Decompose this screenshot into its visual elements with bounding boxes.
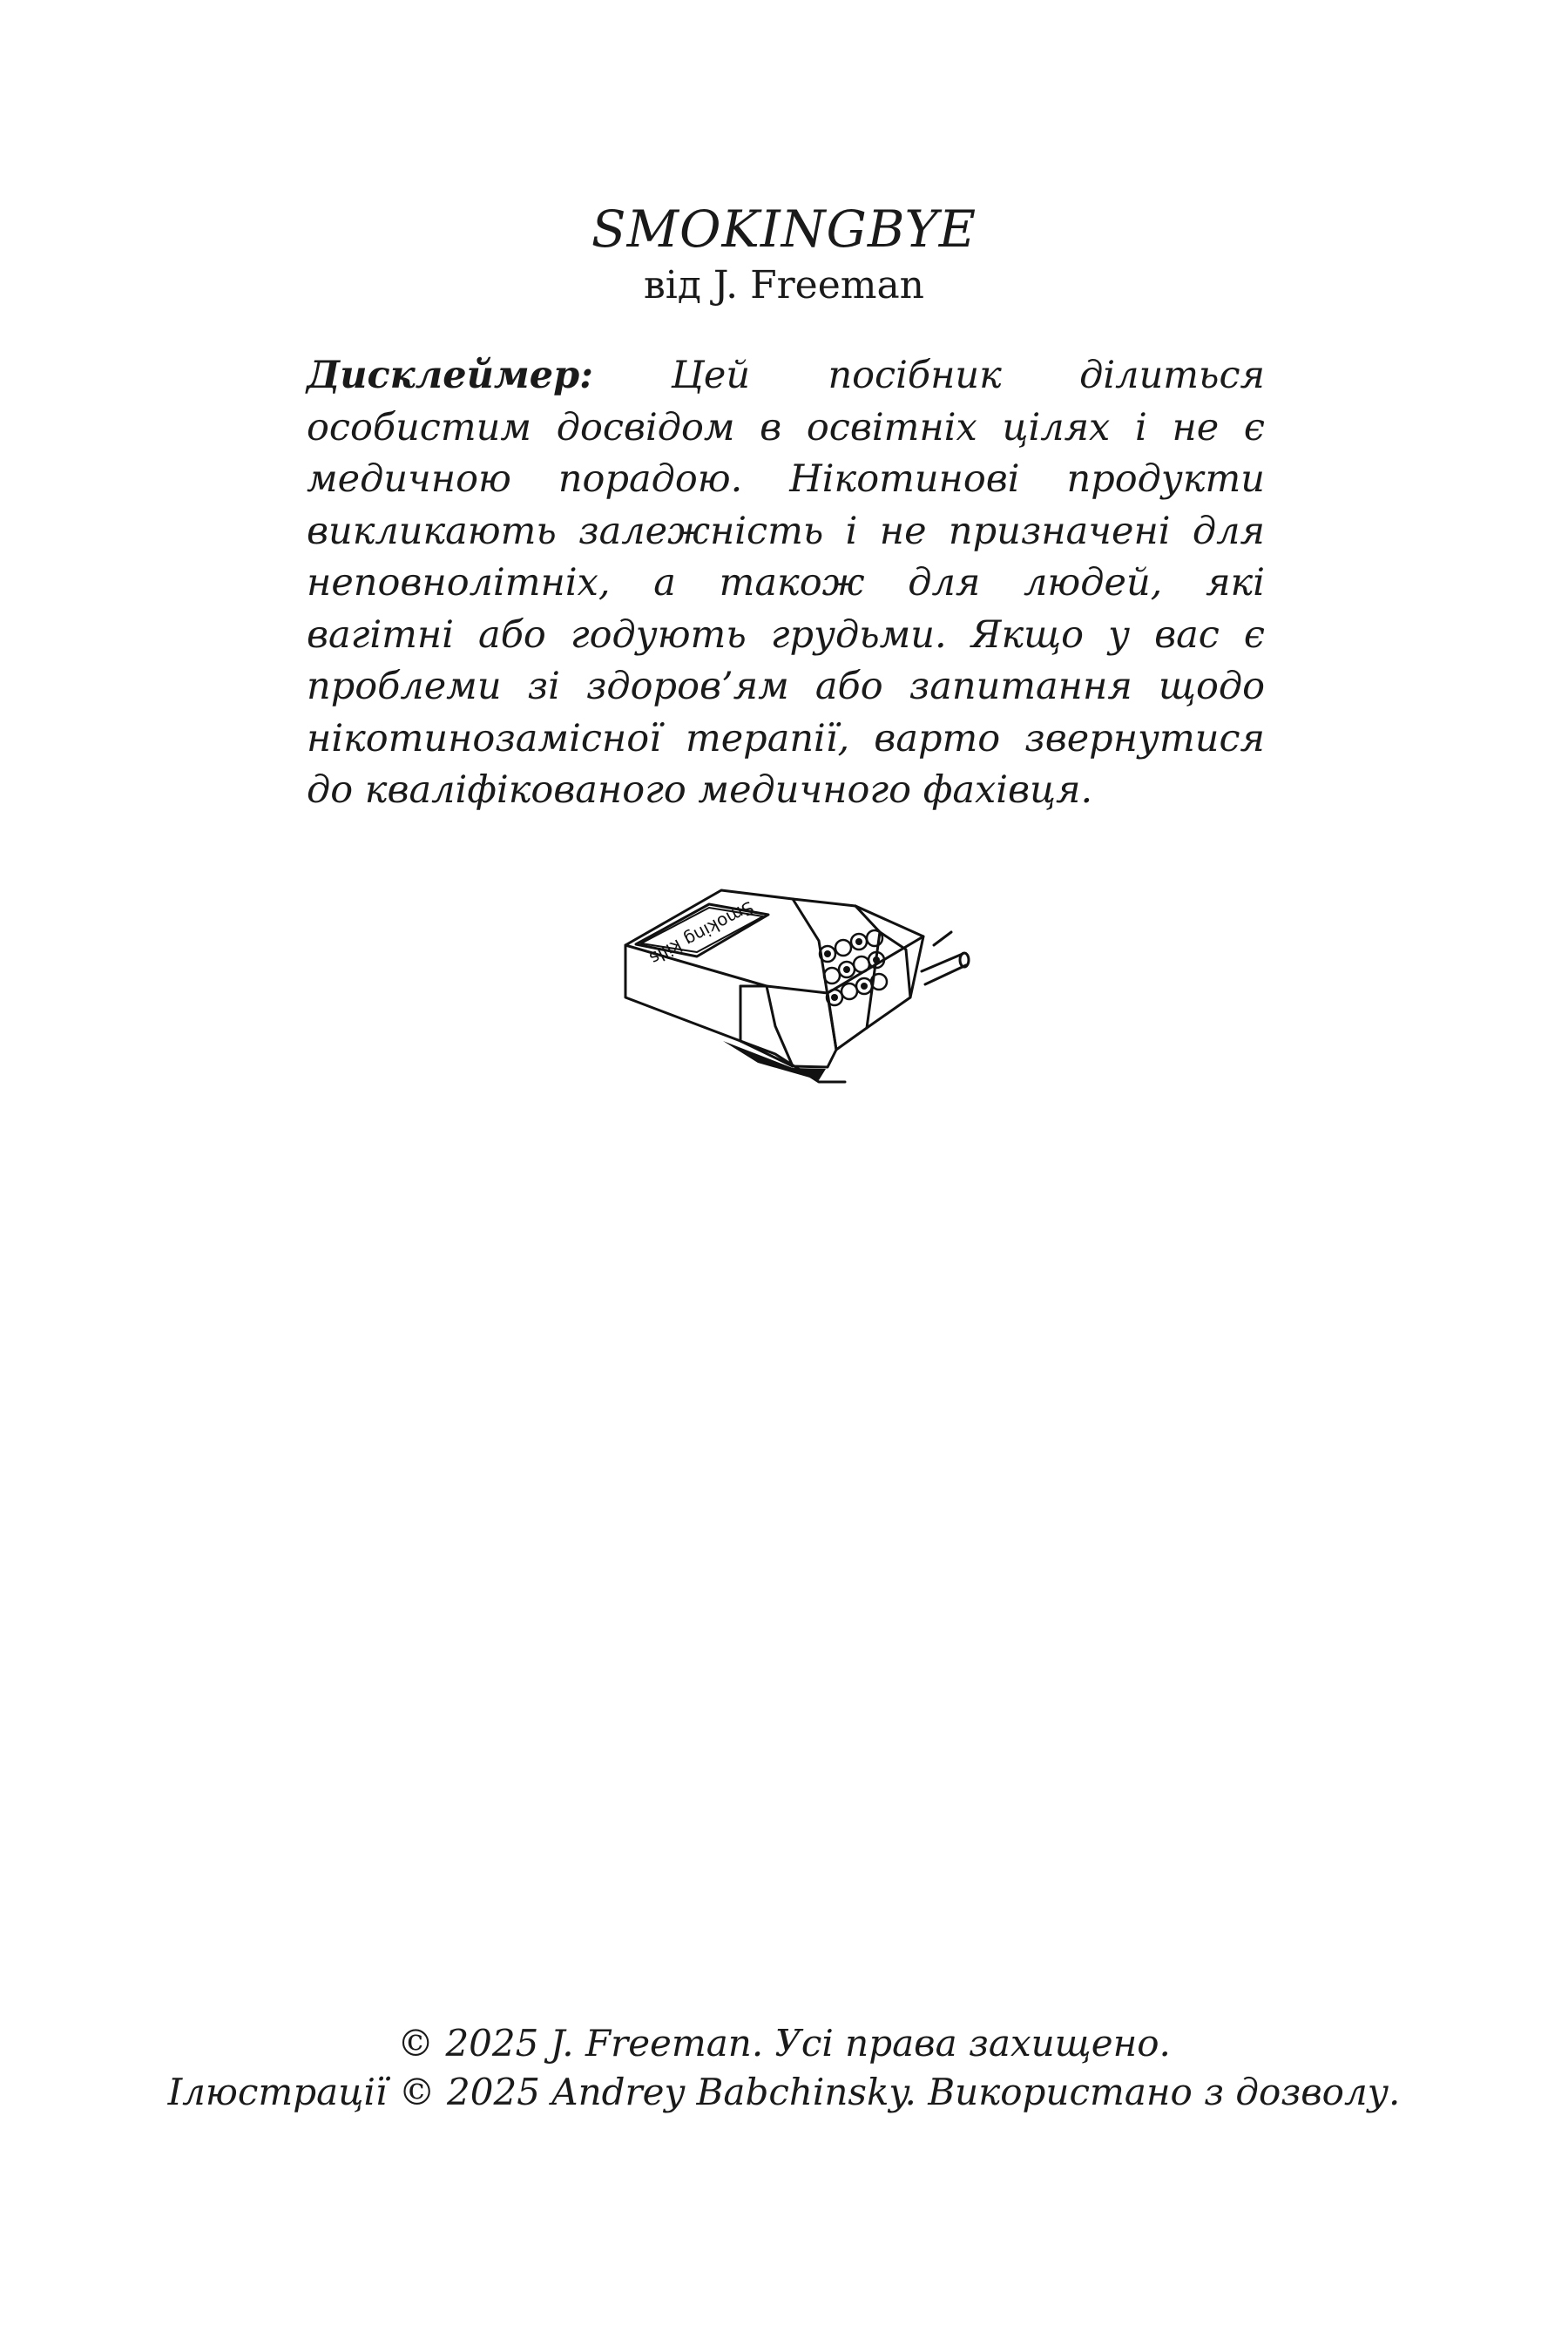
illustrations-credit-line: Ілюстрації © 2025 Andrey Babchinsky. Використано з дозволу. (167, 2071, 1401, 2113)
book-title: SMOKINGBYE (591, 199, 977, 259)
cigarette-pack-illustration (618, 854, 1028, 1115)
disclaimer-label: Дисклеймер: (307, 354, 594, 397)
footer (0, 2019, 1568, 2117)
pack-label-text: Smoking kills (645, 896, 758, 970)
author-line: від J. Freeman (643, 263, 925, 308)
disclaimer-paragraph (307, 350, 1265, 817)
copyright-line: © 2025 J. Freeman. Усі права захищено. (397, 2022, 1171, 2065)
disclaimer-text: Цей посібник ділиться особистим досвідом в освітніх цілях і не є медичною порадою. Нікотинові продукти викликають залежність і не призначені для неповнолітніх, а також для людей, які вагітні або годують грудьми. Якщо у вас є проблеми зі здоров’ям або запитання щодо нікотинозамісної терапії, варто звернутися до кваліфікованого медичного фахівця. (307, 354, 1265, 812)
